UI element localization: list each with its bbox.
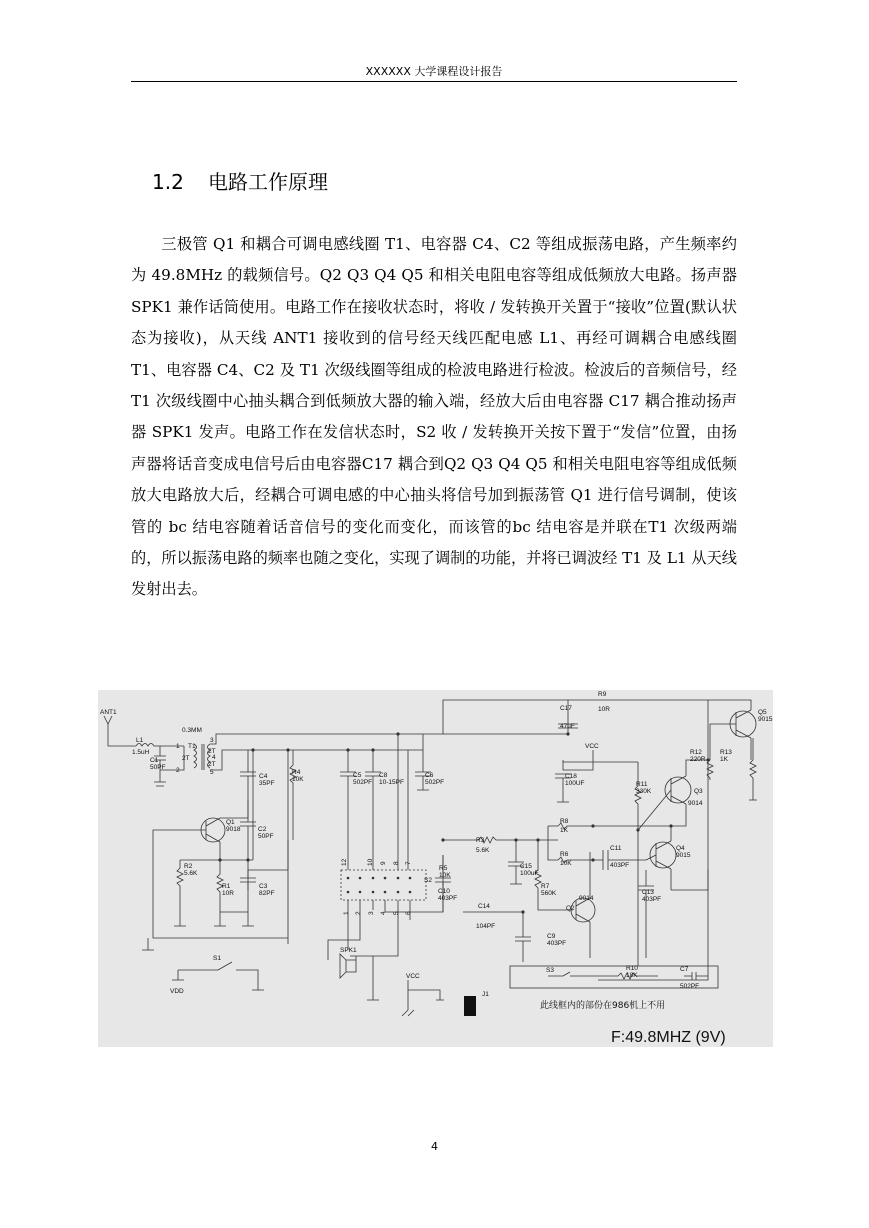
label-pin-2: 2: [355, 911, 362, 915]
label-r1-value: 10R: [222, 890, 234, 897]
label-r13-value: 1K: [720, 756, 728, 763]
label-c4-value: 35PF: [259, 780, 275, 787]
label-q2-value: 9014: [579, 895, 594, 902]
label-r5-value: 10K: [439, 872, 451, 879]
label-t1-turns1: 2T: [182, 755, 190, 762]
label-r6: R6: [560, 851, 569, 858]
label-c17-value: 47uF: [560, 723, 575, 730]
label-ant1: ANT1: [100, 709, 117, 716]
label-pin-8: 8: [393, 861, 400, 865]
label-spk1: SPK1: [340, 947, 357, 954]
circuit-schematic: [98, 690, 773, 1047]
label-t1-pin4: 4: [212, 754, 216, 761]
section-number: 1.2: [152, 170, 184, 194]
label-r5: R5: [439, 865, 448, 872]
label-r8: R8: [560, 818, 569, 825]
label-c1: C1: [150, 757, 159, 764]
section-title: 电路工作原理: [208, 170, 328, 194]
label-pin-9: 9: [380, 861, 387, 865]
label-r12-value: 220R: [690, 756, 706, 763]
label-r2: R2: [184, 863, 193, 870]
page-header: XXXXXX 大学课程设计报告: [365, 65, 503, 78]
label-pin-12: 12: [341, 858, 348, 866]
label-vcc-2: VCC: [406, 973, 420, 980]
label-r4-value: 10K: [292, 776, 304, 783]
label-q4: Q4: [676, 845, 685, 852]
label-l1-value: 1.5uH: [132, 749, 150, 756]
circuit-diagram: [98, 690, 773, 1047]
label-c3-value: 82PF: [259, 890, 275, 897]
label-pin-3: 3: [368, 911, 375, 915]
label-t1-wire: 0.3MM: [182, 727, 202, 734]
label-q4-value: 9015: [676, 852, 691, 859]
label-r1: R1: [222, 883, 231, 890]
label-pin-4: 4: [380, 911, 387, 915]
label-r13: R13: [720, 749, 732, 756]
label-r10-value: 18K: [626, 972, 638, 979]
label-c5: C5: [353, 772, 362, 779]
label-pin-1: 1: [343, 911, 350, 915]
section-heading: [152, 168, 328, 196]
label-pin-5: 5: [393, 911, 400, 915]
label-c13: C13: [642, 889, 654, 896]
label-c1-value: 50PF: [150, 764, 166, 771]
label-t1-turns3: 2T: [208, 761, 216, 768]
label-c9: C9: [547, 933, 556, 940]
label-q5-value: 9015: [758, 716, 773, 723]
label-q5: Q5: [758, 709, 767, 716]
label-t1-pin5: 5: [210, 769, 214, 776]
label-r6-value: 10K: [560, 860, 572, 867]
label-q1: Q1: [226, 819, 235, 826]
label-r11: R11: [636, 781, 648, 788]
label-c10: C10: [438, 888, 450, 895]
label-pin-7: 7: [405, 861, 412, 865]
label-t1-pin1: 1: [176, 743, 180, 750]
label-c9-value: 403PF: [547, 940, 567, 947]
label-r7-value: 560K: [541, 890, 557, 897]
label-c17: C17: [560, 705, 572, 712]
label-q1-value: 9018: [226, 826, 241, 833]
label-c5-value: 502PF: [353, 779, 373, 786]
label-r4: R4: [292, 769, 301, 776]
frame-note: 此线框内的部份在986机上不用: [540, 1001, 666, 1011]
label-t1: T1: [188, 743, 196, 750]
label-r2-value: 5.6K: [184, 870, 198, 877]
label-c3: C3: [259, 883, 268, 890]
body-paragraph: 三极管 Q1 和耦合可调电感线圈 T1、电容器 C4、C2 等组成振荡电路，产生频率约为 49.8MHz 的载频信号。Q2 Q3 Q4 Q5 和相关电阻电容等组成低频放大电路。扬声器 SPK1 兼作话筒使用。电路工作在接收状态时，将收 / 发转换开关置于“接收”位置(默认状态为接收)，从天线 ANT1 接收到的信号经天线匹配电感 L1、再经可调耦合电感线圈 T1、电容器 C4、C2 及 T1 次级线圈等组成的检波电路进行检波。检波后的音频信号，经 T1 次级线圈中心抽头耦合到低频放大器的输入端，经放大后由电容器 C17 耦合推动扬声器 SPK1 发声。电路工作在发信状态时，S2 收 / 发转换开关按下置于“发信”位置，由扬声器将话音变成电信号后由电容器C17 耦合到Q2 Q3 Q4 Q5 和相关电阻电容等组成低频放大电路放大后，经耦合可调电感的中心抽头将信号加到振荡管 Q1 进行信号调制，使该管的 bc 结电容随着话音信号的变化而变化，而该管的bc 结电容是并联在T1 次级两端的，所以振荡电路的频率也随之变化，实现了调制的功能，并将已调波经 T1 及 L1 从天线发射出去。: [131, 235, 737, 599]
label-r3: R3: [476, 837, 485, 844]
label-r3-value: 5.6K: [476, 847, 490, 854]
label-s2: S2: [424, 877, 432, 884]
label-pin-6: 6: [405, 911, 412, 915]
label-t1-pin2: 2: [176, 767, 180, 774]
label-l1: L1: [136, 737, 144, 744]
label-c6-value: 502PF: [425, 779, 445, 786]
label-s1: S1: [213, 955, 221, 962]
label-t1-turns2: 2T: [208, 748, 216, 755]
label-r12: R12: [690, 749, 702, 756]
label-pin-10: 10: [367, 858, 374, 866]
label-c14: C14: [478, 903, 490, 910]
label-r8-value: 1K: [560, 827, 568, 834]
label-j1: J1: [482, 991, 489, 998]
page-number: 4: [431, 1140, 438, 1153]
label-c13-value: 403PF: [642, 896, 662, 903]
label-vcc: VCC: [585, 743, 599, 750]
label-c14-value: 104PF: [476, 923, 496, 930]
header-rule: [131, 81, 737, 82]
label-r11-value: 330K: [636, 788, 652, 795]
frequency-note: F:49.8MHZ (9V): [611, 1029, 726, 1046]
label-c2-value: 50PF: [258, 833, 274, 840]
label-c6: C6: [425, 772, 434, 779]
label-vdd: VDD: [170, 988, 184, 995]
label-c2: C2: [258, 826, 267, 833]
label-r9-value: 10R: [598, 706, 610, 713]
label-c10-value: 403PF: [438, 895, 458, 902]
label-r9: R9: [598, 691, 607, 698]
label-c8-value: 10-15PF: [379, 779, 404, 786]
label-r10: R10: [626, 965, 638, 972]
label-q3-value: 9014: [688, 800, 703, 807]
label-c11-value: 403PF: [610, 862, 630, 869]
label-c18: C18: [565, 773, 577, 780]
label-c15-value: 100uF: [520, 870, 539, 877]
label-q3: Q3: [694, 788, 703, 795]
label-c15: C15: [520, 863, 532, 870]
label-s3: S3: [546, 967, 554, 974]
label-c4: C4: [259, 773, 268, 780]
label-t1-pin3: 3: [210, 737, 214, 744]
label-c11: C11: [610, 845, 622, 852]
label-c7: C7: [680, 966, 689, 973]
label-c7-value: 502PF: [680, 983, 700, 990]
label-r7: R7: [541, 883, 550, 890]
label-c8: C8: [379, 772, 388, 779]
label-q2: Q2: [566, 905, 575, 912]
label-c18-value: 100UF: [565, 780, 585, 787]
